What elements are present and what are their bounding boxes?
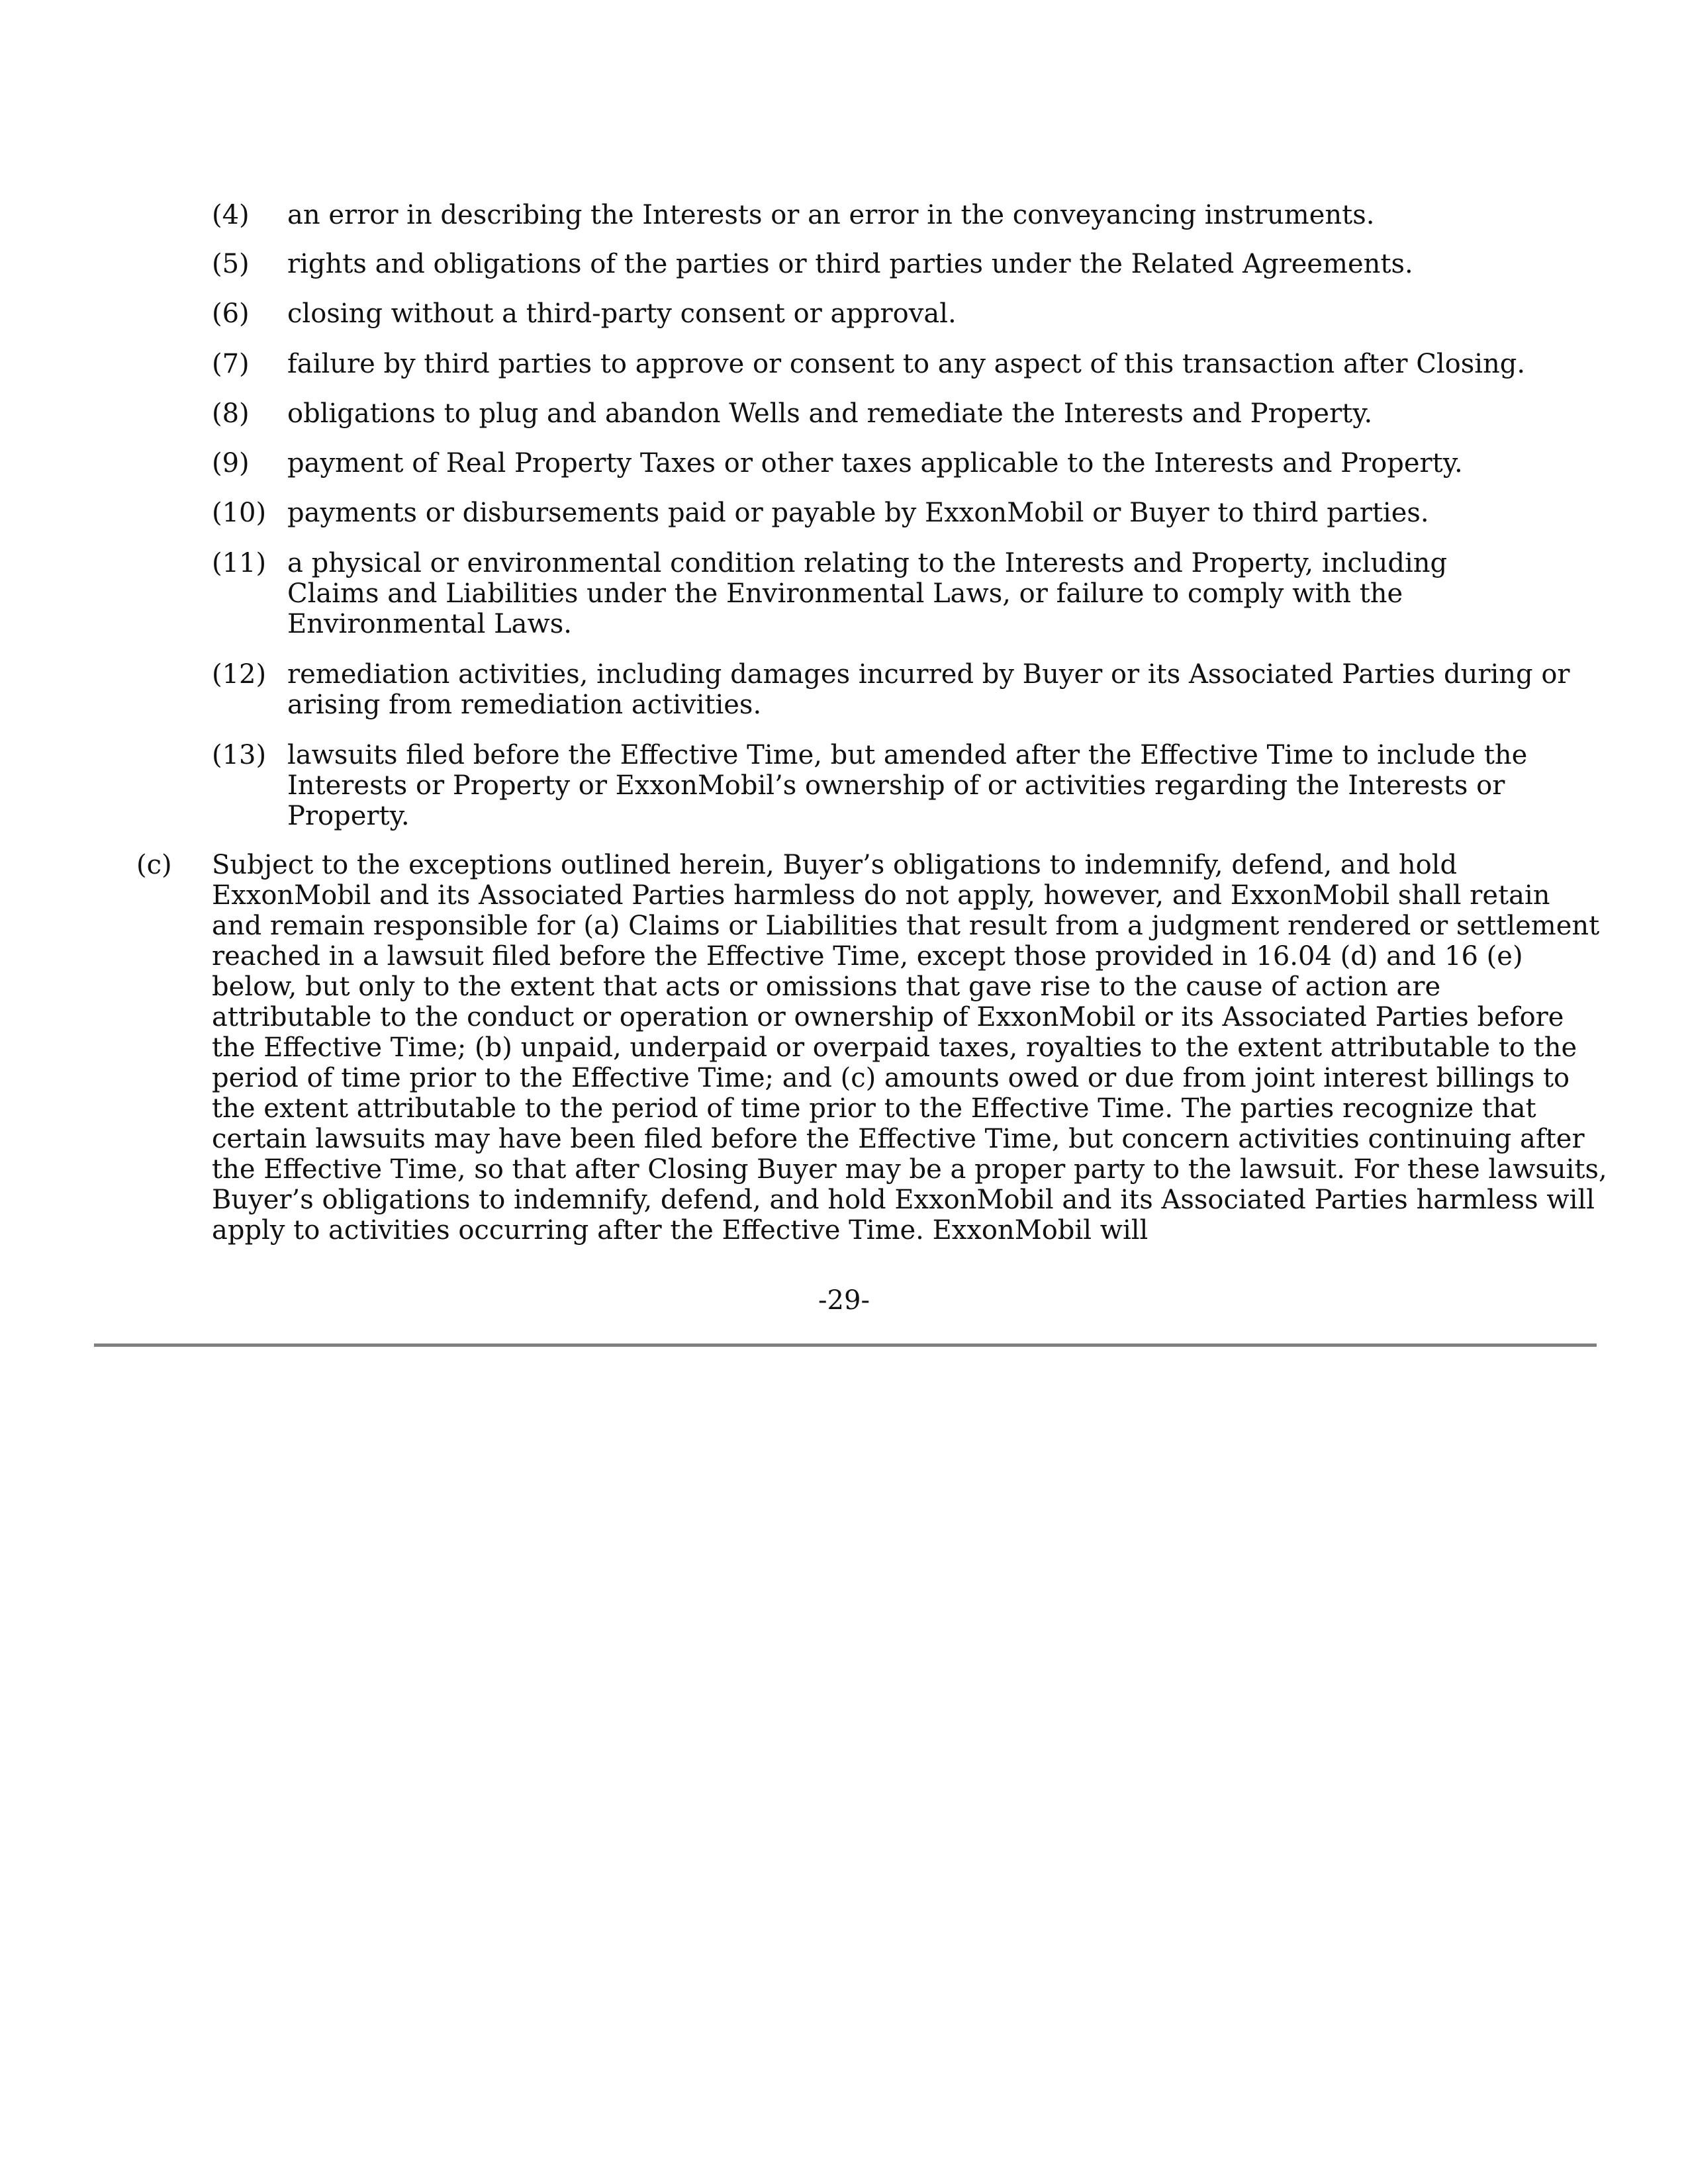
list-item <box>212 398 1523 429</box>
list-item <box>212 249 1523 279</box>
list-item-number: (6) <box>212 298 250 329</box>
list-item <box>212 548 1536 639</box>
list-item-number: (4) <box>212 200 250 230</box>
page-number: -29- <box>818 1285 870 1316</box>
list-item <box>212 498 1523 528</box>
list-item-number: (9) <box>212 448 250 478</box>
list-item-number: (12) <box>212 659 267 690</box>
list-item-text: an error in describing the Interests or an error in the conveyancing instruments. <box>287 200 1375 230</box>
list-item-number: (11) <box>212 548 267 578</box>
list-item-number: (7) <box>212 349 250 379</box>
list-item <box>212 740 1536 831</box>
list-item-text: a physical or environmental condition relating to the Interests and Property, including Claims and Liabilities under the Environmental Laws, or failure to comply with the Environmental Laws. <box>287 548 1448 639</box>
list-item-text: failure by third parties to approve or consent to any aspect of this transaction after Closing. <box>287 349 1526 379</box>
list-item-text: obligations to plug and abandon Wells and remediate the Interests and Property. <box>287 398 1373 429</box>
list-item-number: (8) <box>212 398 250 429</box>
page-divider <box>94 1343 1597 1347</box>
paragraph-text: Subject to the exceptions outlined herein, Buyer’s obligations to indemnify, defend, and hold ExxonMobil and its Associated Parties harmless do not apply, however, and ExxonMobil shall retain and remain responsible for (a) Claims or Liabilities that result from a judgment rendered or settlement reached in a lawsuit filed before the Effective Time, except those provided in 16.04 (d) and 16 (e) below, but only to the extent that acts or omissions that gave rise to the cause of action are attributable to the conduct or operation or ownership of ExxonMobil or its Associated Parties before the Effective Time; (b) unpaid, underpaid or overpaid taxes, royalties to the extent attributable to the period of time prior to the Effective Time; and (c) amounts owed or due from joint interest billings to the extent attributable to the period of time prior to the Effective Time. The parties recognize that certain lawsuits may have been filed before the Effective Time, but concern activities continuing after the Effective Time, so that after Closing Buyer may be a proper party to the lawsuit. For these lawsuits, Buyer’s obligations to indemnify, defend, and hold ExxonMobil and its Associated Parties harmless will apply to activities occurring after the Effective Time. ExxonMobil will <box>212 850 1607 1246</box>
list-item-text: lawsuits filed before the Effective Time, but amended after the Effective Time to include the Interests or Property or ExxonMobil’s ownership of or activities regarding the Interests or Property. <box>287 740 1528 831</box>
list-item-number: (5) <box>212 249 250 279</box>
paragraph-label: (c) <box>136 850 172 880</box>
list-item-number: (13) <box>212 740 267 770</box>
list-item-text: payment of Real Property Taxes or other taxes applicable to the Interests and Property. <box>287 448 1463 478</box>
list-item <box>212 298 1523 329</box>
list-item-text: rights and obligations of the parties or third parties under the Related Agreements. <box>287 249 1413 279</box>
list-item <box>212 349 1536 379</box>
list-item-text: remediation activities, including damages incurred by Buyer or its Associated Parties during or arising from remediation activities. <box>287 659 1570 720</box>
paragraph-c <box>136 850 1607 1276</box>
list-item <box>212 200 1523 230</box>
list-item-text: closing without a third-party consent or approval. <box>287 298 957 329</box>
list-item-text: payments or disbursements paid or payable by ExxonMobil or Buyer to third parties. <box>287 498 1429 528</box>
list-item <box>212 659 1575 720</box>
list-item-number: (10) <box>212 498 267 528</box>
list-item <box>212 448 1523 478</box>
